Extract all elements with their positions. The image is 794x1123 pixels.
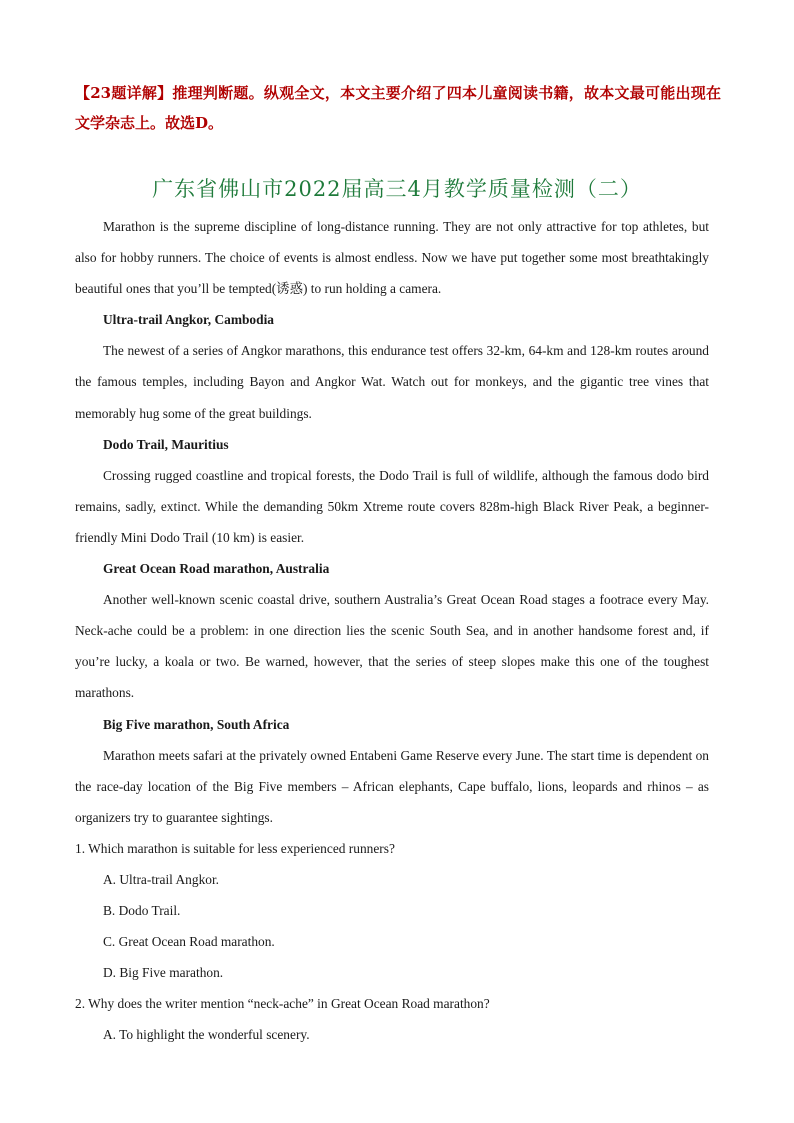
exam-title: 广东省佛山市2022届高三4月教学质量检测（二） [152,177,642,201]
question-2-option-a: A. To highlight the wonderful scenery. [103,1027,310,1043]
section-text-great-ocean-road: Another well-known scenic coastal drive, southern Australia’s Great Ocean Road stages a footrace every May. Neck-ache could be a problem: in one direction lies the scenic South Sea, and in another handsome forest and, if you’re lucky, a koala or two. Be warned, however, that the series of steep slopes make this one of the toughest marathons. [75,592,709,701]
section-heading-big-five: Big Five marathon, South Africa [103,716,290,732]
section-heading-great-ocean-road: Great Ocean Road marathon, Australia [103,561,330,577]
question-1-option-a: A. Ultra-trail Angkor. [103,871,220,887]
passage-body [75,211,709,1051]
section-heading-angkor: Ultra-trail Angkor, Cambodia [103,312,274,328]
section-text-angkor: The newest of a series of Angkor marathons, this endurance test offers 32-km, 64-km and 128-km routes around the famous temples, including Bayon and Angkor Wat. Watch out for monkeys, and the gigantic tree vines that memorably hug some of the great buildings. [75,343,709,421]
question-1-option-b: B. Dodo Trail. [103,903,181,919]
section-heading-dodo: Dodo Trail, Mauritius [103,436,229,452]
question-1-option-d: D. Big Five marathon. [103,965,224,981]
question-1-stem: 1. Which marathon is suitable for less experienced runners? [75,840,395,856]
question-1-option-c: C. Great Ocean Road marathon. [103,934,275,950]
section-text-dodo: Crossing rugged coastline and tropical forests, the Dodo Trail is full of wildlife, although the famous dodo bird remains, sadly, extinct. While the demanding 50km Xtreme route covers 828m-high Black River Peak, a beginner-friendly Mini Dodo Trail (10 km) is easier. [75,467,709,545]
answer-explanation: 【23题详解】推理判断题。纵观全文，本文主要介绍了四本儿童阅读书籍，故本文最可能出现在文学杂志上。故选D。 [75,84,721,132]
question-2-stem: 2. Why does the writer mention “neck-ache” in Great Ocean Road marathon? [75,996,490,1012]
section-text-big-five: Marathon meets safari at the privately owned Entabeni Game Reserve every June. The start time is dependent on the race-day location of the Big Five members – African elephants, Cape buffalo, lions, leopards and rhinos – as organizers try to guarantee sightings. [75,747,709,825]
passage-intro: Marathon is the supreme discipline of long-distance running. They are not only attractive for top athletes, but also for hobby runners. The choice of events is almost endless. Now we have put together some most breathtakingly beautiful ones that you’ll be tempted(诱惑) to run holding a camera. [75,219,709,297]
